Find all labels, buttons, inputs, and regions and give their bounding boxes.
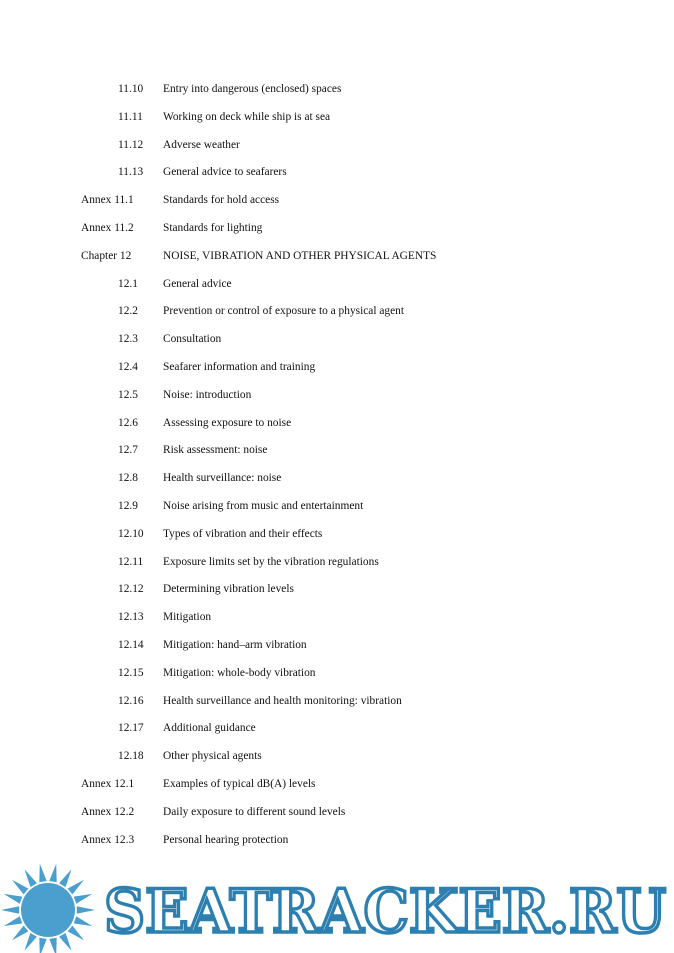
toc-entry	[0, 691, 674, 719]
toc-entry-number: Annex 12.3	[81, 833, 135, 846]
sun-ray	[59, 933, 71, 951]
toc-entry-title: General advice	[163, 277, 232, 290]
toc-entry-title: Exposure limits set by the vibration regulations	[163, 555, 379, 568]
toc-entry	[0, 218, 674, 246]
sun-ray	[74, 894, 93, 904]
watermark-text: SEATRACKER.RU	[104, 877, 666, 947]
toc-entry-number: 12.17	[118, 722, 144, 735]
toc-entry-title: Mitigation	[163, 611, 212, 624]
toc-entry-title: Types of vibration and their effects	[163, 527, 323, 540]
sun-ray	[12, 880, 28, 895]
toc-entry-title: Assessing exposure to noise	[163, 416, 292, 429]
toc-entry-title: Adverse weather	[163, 138, 240, 151]
toc-entry-title: Daily exposure to different sound levels	[163, 805, 346, 818]
toc-entry-number: 12.7	[118, 444, 138, 457]
toc-entry	[0, 79, 674, 107]
toc-entry	[0, 190, 674, 218]
toc-entry-number: 11.13	[118, 166, 144, 179]
toc-entry-title: Consultation	[163, 333, 222, 346]
toc-entry-title: Health surveillance: noise	[163, 472, 282, 485]
toc-entry-number: 12.12	[118, 583, 144, 596]
toc-entry	[0, 274, 674, 302]
toc-entry-title: Standards for lighting	[163, 221, 263, 234]
toc-entry	[0, 468, 674, 496]
toc-entry	[0, 413, 674, 441]
toc-entry-title: Standards for hold access	[163, 194, 280, 207]
toc-entry	[0, 774, 674, 802]
sun-ray	[1, 906, 19, 914]
toc-entry-title: Mitigation: whole-body vibration	[163, 666, 316, 679]
toc-entry	[0, 357, 674, 385]
toc-entry-number: 12.10	[118, 527, 144, 540]
toc-entry-title: Health surveillance and health monitoring: vibration	[163, 694, 402, 707]
toc-entry-title: Determining vibration levels	[163, 583, 294, 596]
toc-entry-title: Noise: introduction	[163, 388, 252, 401]
toc-entry-title: Additional guidance	[163, 722, 256, 735]
sun-ray	[39, 938, 46, 953]
sun-ray	[68, 880, 84, 895]
toc-entry-number: 11.11	[118, 110, 143, 123]
toc-entry-title: General advice to seafarers	[163, 166, 287, 179]
sun-ray	[77, 906, 95, 914]
sun-ray	[74, 916, 93, 926]
seatracker-watermark	[0, 852, 674, 953]
toc-entry-number: 12.8	[118, 472, 138, 485]
toc-entry-number: 12.13	[118, 611, 144, 624]
toc-entry	[0, 552, 674, 580]
toc-entry-title: Noise arising from music and entertainment	[163, 499, 364, 512]
toc-entry-number: 12.16	[118, 694, 144, 707]
toc-entry-number: 12.18	[118, 750, 144, 763]
toc-entry-title: Personal hearing protection	[163, 833, 289, 846]
sun-ray	[25, 869, 37, 887]
toc-entry	[0, 329, 674, 357]
sun-ray	[25, 933, 37, 951]
table-of-contents	[0, 79, 674, 857]
toc-entry	[0, 496, 674, 524]
toc-entry	[0, 635, 674, 663]
toc-entry-title: NOISE, VIBRATION AND OTHER PHYSICAL AGENTS	[163, 249, 437, 262]
toc-entry-number: Annex 12.1	[81, 777, 135, 790]
toc-entry-number: 12.5	[118, 388, 138, 401]
toc-entry-title: Prevention or control of exposure to a physical agent	[163, 305, 405, 318]
toc-entry	[0, 663, 674, 691]
toc-entry-number: 12.4	[118, 360, 138, 373]
toc-entry	[0, 746, 674, 774]
toc-entry	[0, 718, 674, 746]
toc-entry-number: 11.10	[118, 83, 144, 95]
toc-entry	[0, 301, 674, 329]
toc-entry	[0, 579, 674, 607]
toc-entry-title: Seafarer information and training	[163, 360, 316, 373]
sun-ray	[68, 926, 84, 941]
toc-entry-number: 12.11	[118, 555, 144, 568]
toc-entry-number: 12.3	[118, 333, 138, 346]
sun-icon	[1, 864, 95, 953]
toc-entry-number: Annex 12.2	[81, 805, 135, 818]
toc-entry-number: 12.15	[118, 666, 144, 679]
sun-ray	[49, 864, 56, 883]
toc-entry	[0, 440, 674, 468]
toc-entry-title: Mitigation: hand–arm vibration	[163, 638, 307, 651]
toc-entry-number: 12.9	[118, 499, 138, 512]
toc-entry	[0, 607, 674, 635]
toc-entry-number: 12.1	[118, 277, 138, 290]
toc-entry-number: Annex 11.2	[81, 221, 134, 234]
sun-ray	[4, 894, 23, 904]
toc-entry-number: 11.12	[118, 138, 144, 151]
sun-ray	[59, 869, 71, 887]
toc-entry	[0, 107, 674, 135]
toc-entry	[0, 524, 674, 552]
sun-ray	[49, 938, 56, 953]
toc-entry-number: 12.2	[118, 305, 138, 318]
toc-entry-number: 12.6	[118, 416, 138, 429]
toc-entry-title: Entry into dangerous (enclosed) spaces	[163, 83, 342, 95]
toc-entry-title: Working on deck while ship is at sea	[163, 110, 331, 123]
toc-entry-number: Chapter 12	[81, 249, 132, 262]
toc-entry	[0, 162, 674, 190]
toc-entry-number: 12.14	[118, 638, 144, 651]
toc-entry-number: Annex 11.1	[81, 194, 134, 207]
sun-ray	[12, 926, 28, 941]
toc-entry	[0, 135, 674, 163]
toc-entry	[0, 802, 674, 830]
toc-entry	[0, 385, 674, 413]
sun-ray	[4, 916, 23, 926]
toc-entry-title: Other physical agents	[163, 750, 262, 763]
toc-entry-title: Risk assessment: noise	[163, 444, 268, 457]
toc-entry-title: Examples of typical dB(A) levels	[163, 777, 316, 790]
sun-ray	[39, 864, 46, 883]
toc-entry	[0, 246, 674, 274]
